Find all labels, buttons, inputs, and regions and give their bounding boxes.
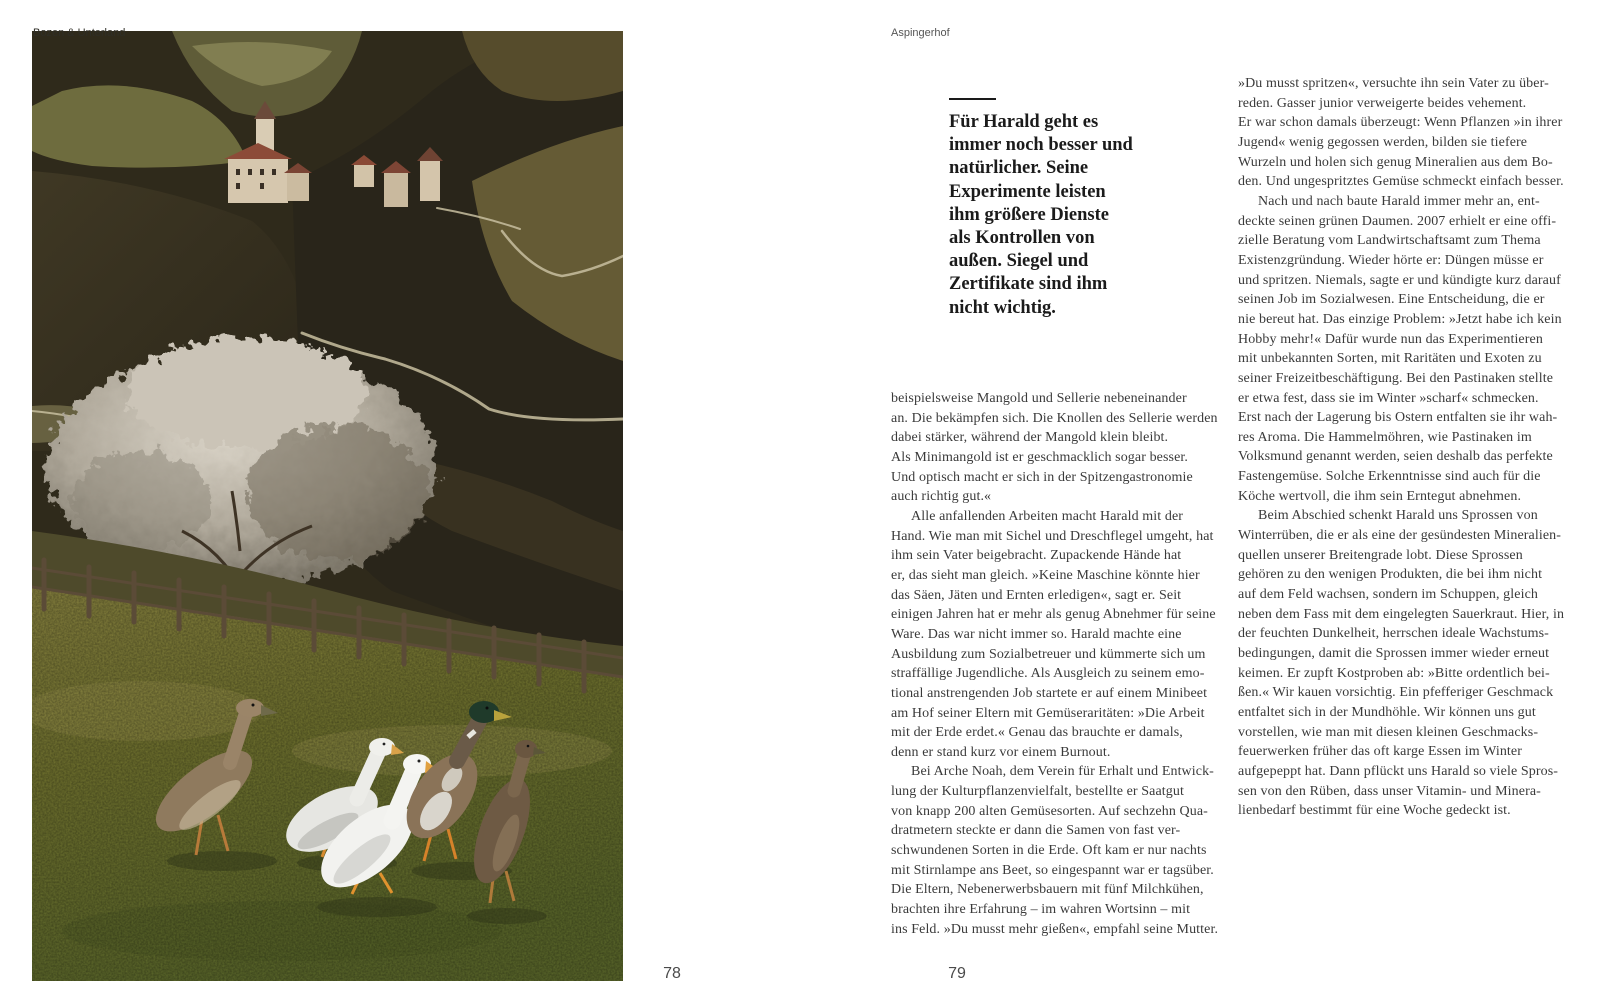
text-line: reden. Gasser junior verweigerte beides vehement.	[1238, 95, 1527, 111]
text-line: Beim Abschied schenkt Harald uns Sprossen von	[1258, 508, 1538, 524]
text-line: aufgepeppt hat. Dann pflückt uns Harald so viele Spros-	[1238, 763, 1559, 779]
text-line: auch richtig gut.«	[891, 489, 992, 505]
pull-quote	[949, 111, 1199, 320]
text-line: an. Die bekämpfen sich. Die Knollen des Sellerie werden	[891, 410, 1218, 426]
paragraph	[1238, 74, 1568, 192]
text-line: Fastengemüse. Solche Erkenntnisse sind auch für die	[1238, 469, 1541, 485]
text-line: quellen unserer Breitengrade lobt. Diese Sprossen	[1238, 547, 1523, 563]
text-line: nie bereut hat. Das einzige Problem: »Jetzt habe ich kein	[1238, 311, 1562, 327]
text-line: entfaltet sich in der Mundhöhle. Wir können uns gut	[1238, 705, 1536, 720]
paragraph	[891, 762, 1221, 939]
text-line: Ware. Das war nicht immer so. Harald machte eine	[891, 626, 1182, 642]
landscape-photo	[32, 31, 623, 981]
text-line: zielle Beratung vom Landwirtschaftsamt zum Thema	[1238, 233, 1541, 249]
pull-quote-rule	[949, 98, 996, 100]
text-line: Er war schon damals überzeugt: Wenn Pflanzen »in ihrer	[1238, 115, 1563, 131]
text-line: Ausbildung zum Sozialbetreuer und kümmerte sich um	[891, 646, 1206, 662]
section-label: Bozen & Unterland	[33, 27, 126, 39]
text-line: dratmetern steckte er dann die Samen von fast ver-	[891, 823, 1181, 839]
text-line: mit der Erde erdet.« Genau das brauchte er damals,	[891, 725, 1183, 741]
text-line: das Säen, Jäten und Ernten erledigen«, sagt er. Seit	[891, 587, 1182, 603]
text-line: Die Eltern, Nebenerwerbsbauern mit fünf Milchkühen,	[891, 882, 1204, 898]
text-line: feuerwerken früher das oft karge Essen im Winter	[1238, 744, 1522, 760]
text-line: neben dem Fass mit dem eingelegten Sauerkraut. Hier, in	[1238, 606, 1565, 622]
text-line: keimen. Er zupft Kostproben ab: »Bitte ordentlich bei-	[1238, 665, 1550, 681]
text-line: tional anstrengenden Job startete er auf einem Minibeet	[891, 685, 1208, 701]
text-line: ihm sein Vater beigebracht. Zupackende Hände hat	[891, 548, 1182, 564]
text-line: Winterrüben, die er als eine der gesündesten Mineralien-	[1238, 528, 1562, 544]
running-head: Aspingerhof	[891, 27, 950, 39]
pull-quote-line: Experimente leisten	[949, 181, 1106, 202]
text-line: Volksmund genannt werden, seien deshalb das perfekte	[1238, 449, 1553, 465]
text-line: brachten ihre Erfahrung – im wahren Wortsinn – mit	[891, 902, 1191, 918]
paragraph	[891, 507, 1221, 763]
text-line: Hobby mehr!« Dafür wurde nun das Experimentieren	[1238, 331, 1543, 347]
pull-quote-line: immer noch besser und	[949, 135, 1133, 156]
paragraph	[1238, 192, 1568, 507]
text-line: Erst nach der Lagerung bis Ostern entfalten sie ihr wah-	[1238, 410, 1558, 426]
text-line: »Du musst spritzen«, versuchte ihn sein Vater zu über-	[1238, 76, 1549, 91]
text-line: Köche wertvoll, die ihm sein Erntegut abnehmen.	[1238, 488, 1522, 504]
text-line: ßen.« Wir kauen vorsichtig. Ein pfefferiger Geschmack	[1238, 685, 1554, 701]
text-line: mit Stirnlampe ans Beet, so eingespannt war er tagsüber.	[891, 862, 1214, 878]
text-line: von knapp 200 alten Gemüsesorten. Auf sechzehn Qua-	[891, 803, 1208, 819]
pull-quote-line: natürlicher. Seine	[949, 158, 1089, 179]
text-column-left	[891, 389, 1221, 939]
text-line: gehören zu den wenigen Produkten, die bei ihm nicht	[1238, 567, 1543, 583]
text-line: denn er stand kurz vor einem Burnout.	[891, 744, 1111, 760]
text-line: und spritzen. Niemals, sagte er und kündigte kurz darauf	[1238, 272, 1561, 288]
text-line: res Aroma. Die Hammelmöhren, wie Pastinaken im	[1238, 429, 1532, 445]
text-line: Hand. Wie man mit Sichel und Dreschflegel umgeht, hat	[891, 528, 1214, 544]
text-line: Und optisch macht er sich in der Spitzengastronomie	[891, 469, 1193, 485]
text-line: Nach und nach baute Harald immer mehr an, ent-	[1258, 193, 1540, 209]
pull-quote-line: außen. Siegel und	[949, 251, 1089, 272]
text-line: Alle anfallenden Arbeiten macht Harald mit der	[911, 508, 1184, 524]
pull-quote-line: ihm größere Dienste	[949, 204, 1109, 225]
text-line: Bei Arche Noah, dem Verein für Erhalt und Entwick-	[911, 764, 1214, 780]
text-line: der feuchten Dunkelheit, herrschen ideale Wachstums-	[1238, 626, 1549, 642]
text-line: schwundenen Sorten in die Erde. Oft kam er nur nachts	[891, 843, 1207, 859]
paragraph	[1238, 506, 1568, 821]
page-number-right: 79	[948, 965, 966, 982]
text-line: einigen Jahren hat er mehr als genug Abnehmer für seine	[891, 607, 1216, 623]
pull-quote-line: Zertifikate sind ihm	[949, 274, 1108, 295]
text-line: lung der Kulturpflanzenvielfalt, bestellte er Saatgut	[891, 784, 1184, 800]
text-line: Existenzgründung. Wieder hörte er: Düngen müsse er	[1238, 252, 1544, 268]
text-line: sen von den Rüben, dass unser Vitamin- und Minera-	[1238, 783, 1541, 799]
text-column-right	[1238, 74, 1568, 821]
text-line: er etwa fest, dass sie im Winter »scharf« schmecken.	[1238, 390, 1539, 406]
text-line: Als Minimangold ist er geschmacklich sogar besser.	[891, 449, 1188, 465]
text-line: vorstellen, wie man mit diesen kleinen Geschmacks-	[1238, 724, 1539, 740]
text-line: Jugend« wenig gegossen werden, bilden sie tiefere	[1238, 134, 1528, 150]
text-line: Wurzeln und holen sich genug Mineralien aus dem Bo-	[1238, 154, 1553, 170]
pull-quote-line: als Kontrollen von	[949, 228, 1095, 249]
text-line: beispielsweise Mangold und Sellerie nebeneinander	[891, 391, 1187, 406]
text-line: seiner Freizeitbeschäftigung. Bei den Pastinaken stellte	[1238, 370, 1554, 386]
text-line: dabei stärker, während der Mangold klein bleibt.	[891, 430, 1169, 446]
paragraph	[891, 389, 1221, 507]
text-line: seinen Job im Sozialwesen. Eine Entscheidung, die er	[1238, 292, 1545, 308]
text-line: er, das sieht man gleich. »Keine Maschine könnte hier	[891, 567, 1200, 583]
page-number-left: 78	[663, 965, 681, 982]
text-line: den. Und ungespritztes Gemüse schmeckt einfach besser.	[1238, 174, 1564, 190]
text-line: auf dem Feld wachsen, sondern im Schuppen, gleich	[1238, 587, 1538, 603]
text-line: mit unbekannten Sorten, mit Raritäten und Exoten zu	[1238, 351, 1542, 367]
text-line: deckte seinen grünen Daumen. 2007 erhielt er eine offi-	[1238, 213, 1557, 229]
pull-quote-line: nicht wichtig.	[949, 297, 1056, 318]
text-line: ins Feld. »Du musst mehr gießen«, empfahl seine Mutter.	[891, 921, 1219, 937]
text-line: straffällige Jugendliche. Als Ausgleich zu seinem emo-	[891, 666, 1205, 682]
pull-quote-line: Für Harald geht es	[949, 112, 1099, 132]
text-line: am Hof seiner Eltern mit Gemüseraritäten: »Die Arbeit	[891, 705, 1205, 721]
text-line: bedingungen, damit die Sprossen immer wieder erneut	[1238, 646, 1550, 662]
text-line: lienbedarf bestimmt für eine Woche gedeckt ist.	[1238, 803, 1511, 819]
